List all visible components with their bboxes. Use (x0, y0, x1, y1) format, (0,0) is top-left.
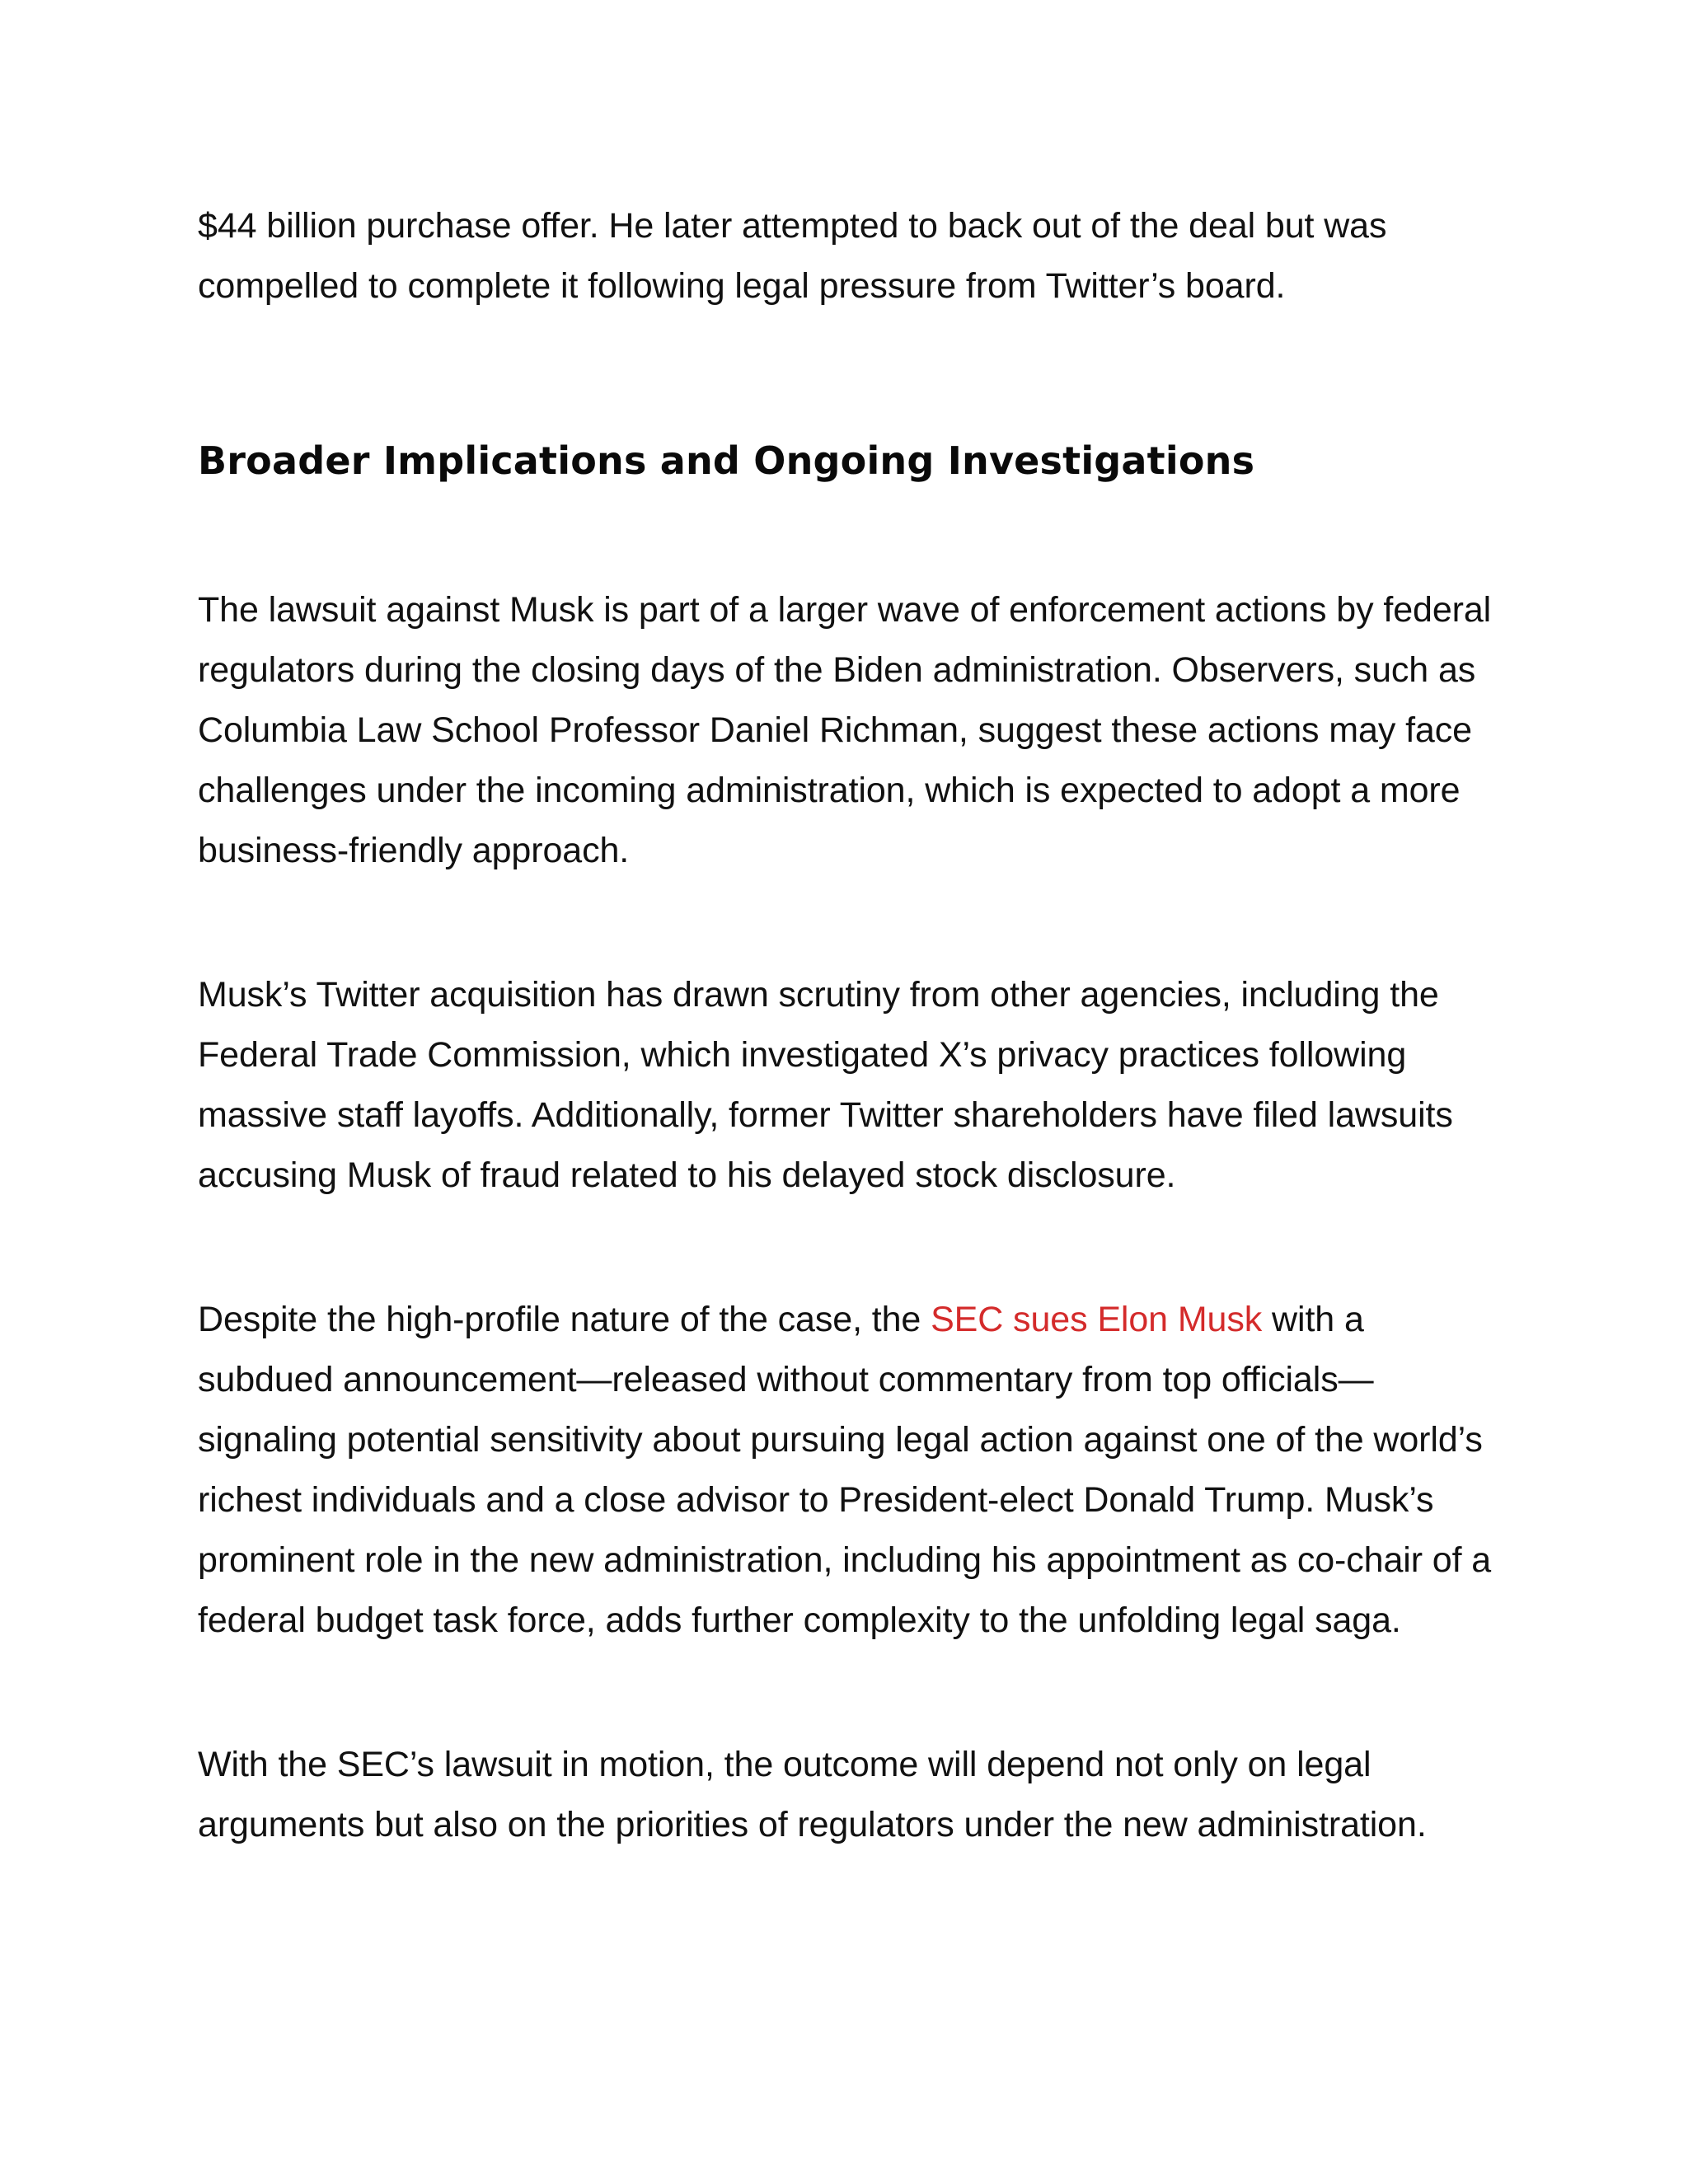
intro-paragraph: $44 billion purchase offer. He later attempted to back out of the deal but was compelled to complete it following legal pressure from Twitter’s board. (198, 206, 1387, 306)
section-heading: Broader Implications and Ongoing Investigations (198, 438, 1255, 483)
article-body (198, 196, 1500, 1855)
spacer (198, 1206, 1500, 1290)
paragraph-outcome: With the SEC’s lawsuit in motion, the outcome will depend not only on legal arguments but also on the priorities of regulators under the new administration. (198, 1745, 1427, 1844)
spacer (198, 1651, 1500, 1735)
paragraph-subdued-announcement (198, 1290, 1500, 1651)
spacer (198, 881, 1500, 965)
spacer (198, 316, 1500, 432)
paragraph-text-before-link: Despite the high-profile nature of the case, the (198, 1300, 931, 1339)
spacer (198, 490, 1500, 580)
sec-sues-elon-musk-link[interactable]: SEC sues Elon Musk (931, 1300, 1263, 1339)
paragraph-agency-scrutiny: Musk’s Twitter acquisition has drawn scrutiny from other agencies, including the Federal Trade Commission, which investigated X’s privacy practices following massive staff layoffs. Additionally, former Twitter shareholders have filed lawsuits accusing Musk of fraud related to his delayed stock disclosure. (198, 975, 1453, 1195)
paragraph-enforcement-wave: The lawsuit against Musk is part of a larger wave of enforcement actions by federal regulators during the closing days of the Biden administration. Observers, such as Columbia Law School Professor Daniel Richman, suggest these actions may face challenges under the incoming administration, which is expected to adopt a more business-friendly approach. (198, 590, 1492, 870)
paragraph-text-after-link: with a subdued announcement—released without commentary from top officials—signaling potential sensitivity about pursuing legal action against one of the world’s richest individuals and a close advisor to President-elect Donald Trump. Musk’s prominent role in the new administration, including his appointment as co-chair of a federal budget task force, adds further complexity to the unfolding legal saga. (198, 1300, 1492, 1640)
